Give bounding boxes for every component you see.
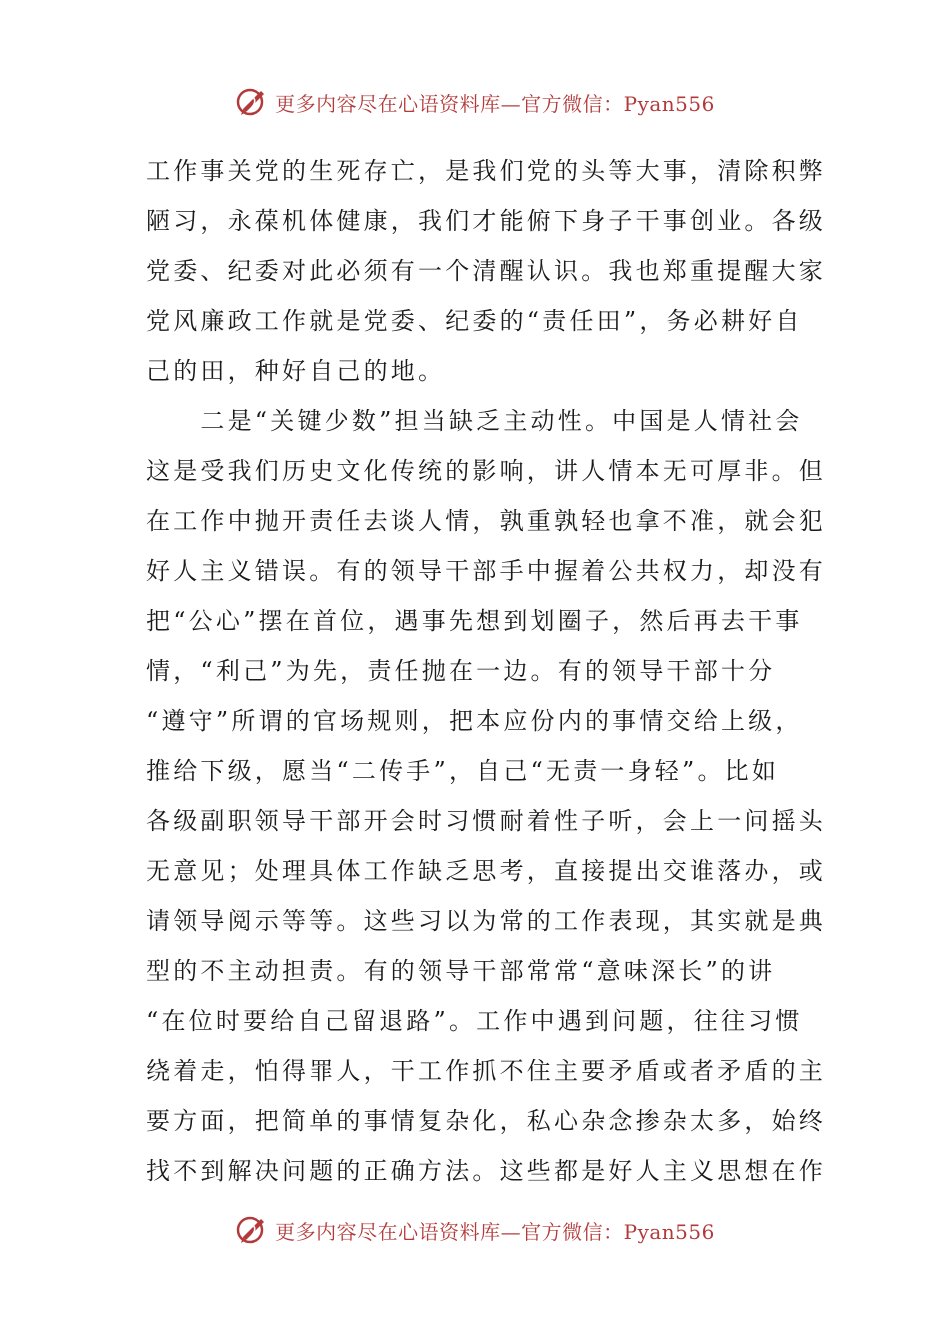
- text-line: “遵守”所谓的官场规则，把本应份内的事情交给上级，: [146, 707, 803, 735]
- text-line: 要方面，把简单的事情复杂化，私心杂念掺杂太多，始终: [146, 1107, 826, 1135]
- header-banner: [0, 82, 950, 122]
- text-line: 找不到解决问题的正确方法。这些都是好人主义思想在作: [146, 1157, 826, 1185]
- text-line: 好人主义错误。有的领导干部手中握着公共权力，却没有: [146, 557, 826, 585]
- footer-banner-text: 更多内容尽在心语资料库—官方微信：Pyan556: [275, 1219, 715, 1244]
- text-line: 情，“利己”为先，责任抛在一边。有的领导干部十分: [146, 657, 776, 685]
- footer-banner: [0, 1210, 950, 1250]
- text-line: “在位时要给自己留退路”。工作中遇到问题，往往习惯: [146, 1007, 803, 1035]
- text-line: 请领导阅示等等。这些习以为常的工作表现，其实就是典: [146, 907, 826, 935]
- text-line: 把“公心”摆在首位，遇事先想到划圈子，然后再去干事: [146, 607, 803, 635]
- text-line: 二是“关键少数”担当缺乏主动性。中国是人情社会: [146, 407, 803, 435]
- text-line: 陋习，永葆机体健康，我们才能俯下身子干事创业。各级: [146, 207, 826, 235]
- document-body: [146, 146, 826, 1196]
- header-banner-text: 更多内容尽在心语资料库—官方微信：Pyan556: [275, 91, 715, 116]
- text-line: 绕着走，怕得罪人，干工作抓不住主要矛盾或者矛盾的主: [146, 1057, 826, 1085]
- text-line: 这是受我们历史文化传统的影响，讲人情本无可厚非。但: [146, 457, 826, 485]
- text-line: 党委、纪委对此必须有一个清醒认识。我也郑重提醒大家: [146, 257, 826, 285]
- pen-logo-icon: [235, 85, 269, 119]
- text-line: 各级副职领导干部开会时习惯耐着性子听，会上一问摇头: [146, 807, 826, 835]
- pen-logo-icon: [235, 1213, 269, 1247]
- text-line: 己的田，种好自己的地。: [146, 357, 446, 385]
- text-line: 型的不主动担责。有的领导干部常常“意味深长”的讲: [146, 957, 776, 985]
- text-line: 工作事关党的生死存亡，是我们党的头等大事，清除积弊: [146, 157, 826, 185]
- text-line: 在工作中抛开责任去谈人情，孰重孰轻也拿不准，就会犯: [146, 507, 826, 535]
- text-line: 无意见；处理具体工作缺乏思考，直接提出交谁落办，或: [146, 857, 826, 885]
- text-line: 党风廉政工作就是党委、纪委的“责任田”，务必耕好自: [146, 307, 803, 335]
- text-line: 推给下级，愿当“二传手”，自己“无责一身轻”。比如: [146, 757, 780, 785]
